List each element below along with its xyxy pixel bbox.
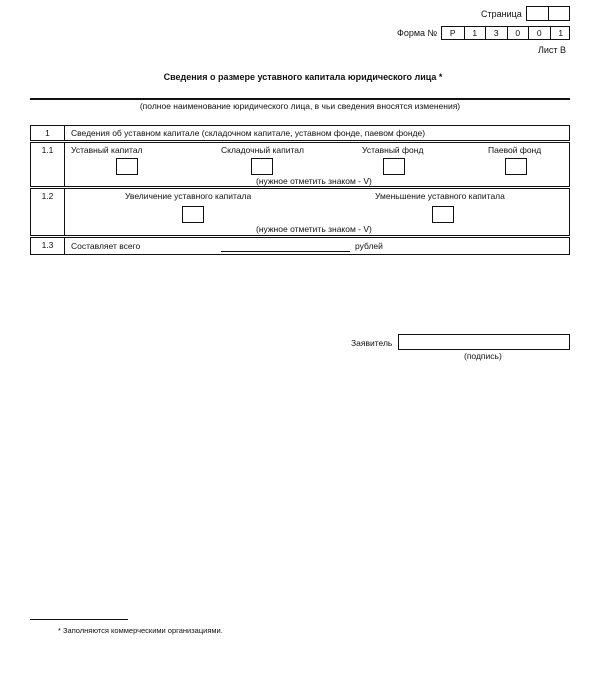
row-1-2 — [30, 188, 570, 236]
applicant-label: Заявитель — [351, 338, 393, 348]
total-amount-line[interactable] — [221, 251, 350, 252]
option-label-decrease: Уменьшение уставного капитала — [375, 191, 505, 201]
form-code-cell: 0 — [507, 27, 529, 40]
company-name-line[interactable] — [30, 98, 570, 100]
form-number-label: Форма № — [397, 28, 438, 38]
page-number-field[interactable] — [526, 6, 570, 21]
checkbox-paevoy-fond[interactable] — [505, 158, 527, 175]
page-title: Сведения о размере уставного капитала юридического лица * — [163, 72, 443, 82]
option-label-skladochny-kapital: Складочный капитал — [221, 145, 304, 155]
section-1-row — [30, 125, 570, 141]
total-label: Составляет всего — [71, 241, 141, 251]
form-code-cell: Р — [449, 28, 456, 38]
section-number: 1 — [31, 126, 65, 140]
form-code-cell: 1 — [464, 27, 486, 40]
form-code-boxes — [441, 26, 570, 40]
hint-text: (нужное отметить знаком - V) — [256, 224, 372, 234]
checkbox-ustavny-kapital[interactable] — [116, 158, 138, 175]
currency-unit: рублей — [355, 241, 383, 251]
checkbox-increase[interactable] — [182, 206, 204, 223]
footnote-text: * Заполняются коммерческими организациями. — [58, 626, 223, 635]
row-number: 1.2 — [31, 189, 65, 235]
option-label-paevoy-fond: Паевой фонд — [488, 145, 542, 155]
row-1-3 — [30, 237, 570, 255]
section-label: Сведения об уставном капитале (складочном капитале, уставном фонде, паевом фонде) — [71, 128, 426, 138]
footnote-rule — [30, 619, 128, 620]
checkbox-skladochny-kapital[interactable] — [251, 158, 273, 175]
form-code-cell: 1 — [550, 27, 572, 40]
sheet-label: Лист В — [538, 45, 567, 55]
option-label-ustavny-kapital: Уставный капитал — [71, 145, 143, 155]
option-label-increase: Увеличение уставного капитала — [125, 191, 252, 201]
form-code-cell: 0 — [528, 27, 550, 40]
form-code-cell: 3 — [485, 27, 507, 40]
applicant-signature-field[interactable] — [398, 334, 570, 350]
company-name-caption: (полное наименование юридического лица, в чьи сведения вносятся изменения) — [139, 101, 461, 111]
row-1-1 — [30, 142, 570, 187]
page-label: Страница — [481, 9, 522, 19]
row-number: 1.3 — [31, 238, 65, 254]
row-number: 1.1 — [31, 143, 65, 186]
checkbox-decrease[interactable] — [432, 206, 454, 223]
page-field-divider — [548, 7, 549, 20]
signature-caption: (подпись) — [464, 351, 502, 361]
option-label-ustavny-fond: Уставный фонд — [362, 145, 424, 155]
hint-text: (нужное отметить знаком - V) — [256, 176, 372, 186]
checkbox-ustavny-fond[interactable] — [383, 158, 405, 175]
